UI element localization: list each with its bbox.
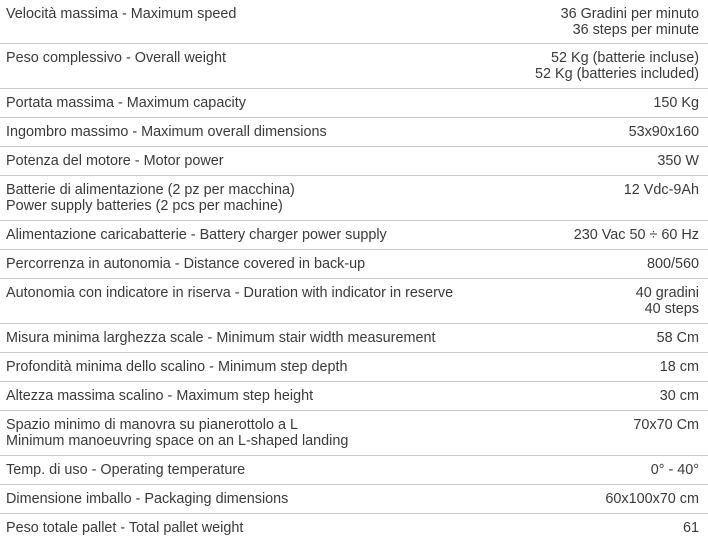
spec-label: Peso complessivo - Overall weight bbox=[6, 49, 226, 66]
spec-value: 0° - 40° bbox=[650, 461, 699, 478]
spec-row bbox=[0, 484, 708, 513]
spec-label: Potenza del motore - Motor power bbox=[6, 152, 224, 169]
spec-label: Misura minima larghezza scale - Minimum stair width measurement bbox=[6, 329, 436, 346]
spec-row bbox=[0, 513, 708, 542]
spec-row bbox=[0, 323, 708, 352]
spec-row bbox=[0, 381, 708, 410]
spec-value: 12 Vdc-9Ah bbox=[623, 181, 699, 198]
spec-value: 230 Vac 50 ÷ 60 Hz bbox=[573, 226, 699, 243]
spec-value: 60x100x70 cm bbox=[605, 490, 699, 507]
spec-label: Altezza massima scalino - Maximum step height bbox=[6, 387, 314, 404]
spec-label: Dimensione imballo - Packaging dimensions bbox=[6, 490, 289, 507]
spec-row bbox=[0, 146, 708, 175]
spec-value: 30 cm bbox=[659, 387, 699, 404]
spec-value: 36 Gradini per minuto 36 steps per minute bbox=[560, 6, 699, 38]
spec-row bbox=[0, 352, 708, 381]
spec-row bbox=[0, 175, 708, 220]
spec-value: 18 cm bbox=[659, 358, 699, 375]
spec-label: Autonomia con indicatore in riserva - Duration with indicator in reserve bbox=[6, 284, 454, 301]
spec-value: 52 Kg (batterie incluse) 52 Kg (batteries included) bbox=[535, 49, 699, 82]
spec-label: Percorrenza in autonomia - Distance covered in back-up bbox=[6, 255, 366, 272]
spec-value: 61 bbox=[682, 519, 699, 536]
spec-label: Profondità minima dello scalino - Minimum step depth bbox=[6, 358, 348, 375]
spec-value: 40 gradini 40 steps bbox=[635, 284, 699, 317]
spec-value: 70x70 Cm bbox=[633, 416, 699, 433]
spec-value: 350 W bbox=[657, 152, 699, 169]
spec-label: Peso totale pallet - Total pallet weight bbox=[6, 519, 244, 536]
spec-label: Portata massima - Maximum capacity bbox=[6, 94, 246, 111]
spec-row bbox=[0, 410, 708, 455]
spec-label: Ingombro massimo - Maximum overall dimensions bbox=[6, 123, 327, 140]
spec-label: Velocità massima - Maximum speed bbox=[6, 6, 237, 22]
spec-value: 800/560 bbox=[646, 255, 699, 272]
spec-row bbox=[0, 278, 708, 323]
spec-row bbox=[0, 220, 708, 249]
spec-row bbox=[0, 88, 708, 117]
spec-label: Temp. di uso - Operating temperature bbox=[6, 461, 246, 478]
spec-label: Batterie di alimentazione (2 pz per macchina) Power supply batteries (2 pcs per machine) bbox=[6, 181, 295, 214]
spec-value: 53x90x160 bbox=[628, 123, 699, 140]
spec-value: 58 Cm bbox=[656, 329, 699, 346]
spec-row bbox=[0, 249, 708, 278]
spec-row bbox=[0, 0, 708, 43]
spec-row bbox=[0, 455, 708, 484]
spec-row bbox=[0, 43, 708, 88]
spec-label: Spazio minimo di manovra su pianerottolo a L Minimum manoeuvring space on an L-shaped landing bbox=[6, 416, 349, 449]
spec-value: 150 Kg bbox=[653, 94, 699, 111]
spec-row bbox=[0, 117, 708, 146]
spec-label: Alimentazione caricabatterie - Battery charger power supply bbox=[6, 226, 387, 243]
